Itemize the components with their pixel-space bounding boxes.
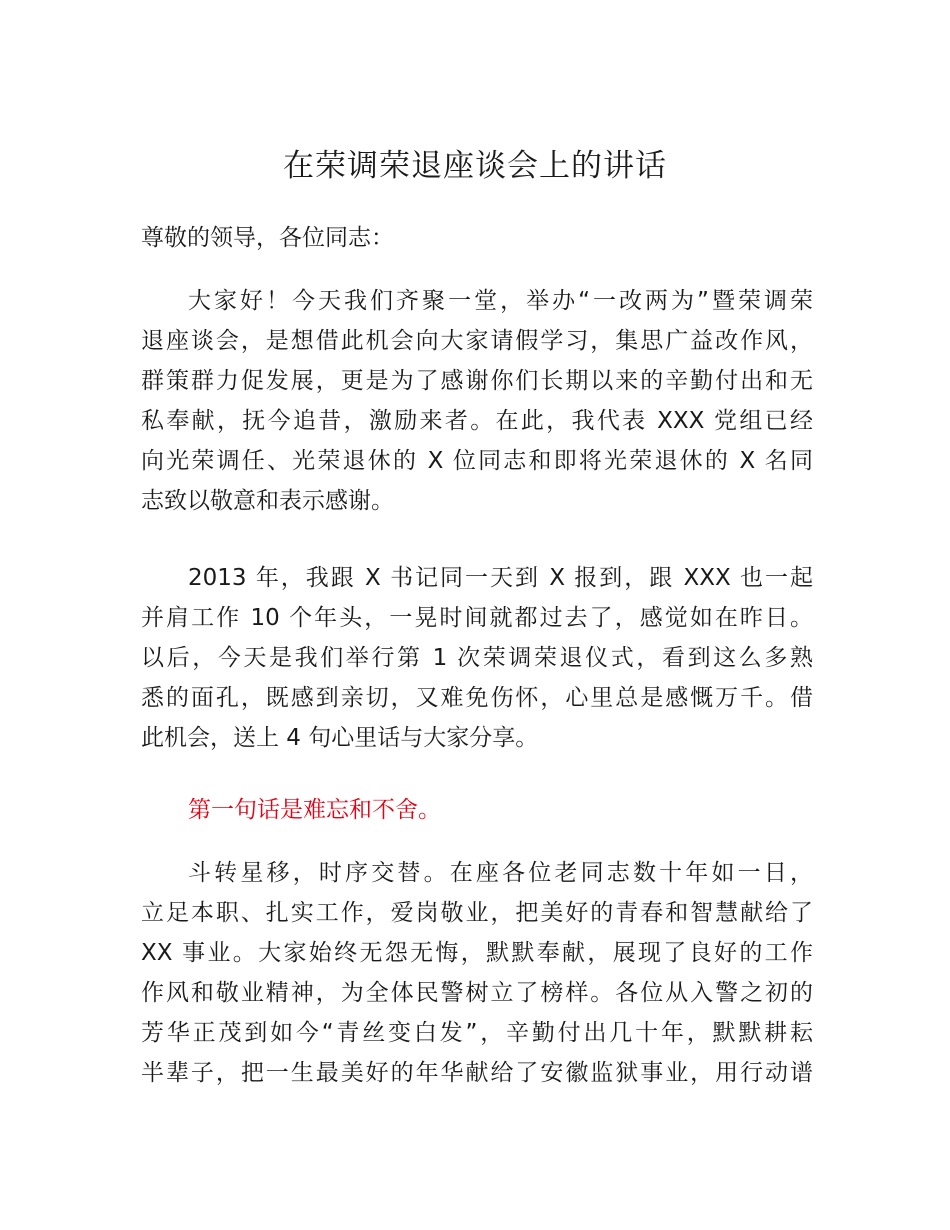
paragraph-line: 斗转星移，时序交替。在座各位老同志数十年如一日， bbox=[188, 860, 813, 886]
paragraph-line: 大家好！今天我们齐聚一堂，举办“一改两为”暨荣调荣 bbox=[188, 288, 813, 314]
document-title: 在荣调荣退座谈会上的讲话 bbox=[283, 148, 667, 184]
paragraph-line: 私奉献，抚今追昔，激励来者。在此，我代表 XXX 党组已经 bbox=[141, 408, 813, 434]
paragraph-line: 立足本职、扎实工作，爱岗敬业，把美好的青春和智慧献给了 bbox=[141, 900, 813, 926]
paragraph-line: 此机会，送上 4 句心里话与大家分享。 bbox=[141, 725, 539, 751]
paragraph-line: 作风和敬业精神，为全体民警树立了榜样。各位从入警之初的 bbox=[141, 980, 813, 1006]
paragraph-line: 芳华正茂到如今“青丝变白发”，辛勤付出几十年，默默耕耘 bbox=[141, 1020, 813, 1046]
paragraph-line: 向光荣调任、光荣退休的 X 位同志和即将光荣退休的 X 名同 bbox=[141, 448, 813, 474]
paragraph-line: 群策群力促发展，更是为了感谢你们长期以来的辛勤付出和无 bbox=[141, 368, 813, 394]
paragraph-line: 以后，今天是我们举行第 1 次荣调荣退仪式，看到这么多熟 bbox=[141, 645, 813, 671]
paragraph-line: 2013 年，我跟 X 书记同一天到 X 报到，跟 XXX 也一起 bbox=[188, 565, 813, 591]
paragraph-line: 志致以敬意和表示感谢。 bbox=[141, 488, 394, 514]
salutation: 尊敬的领导，各位同志： bbox=[141, 225, 394, 251]
paragraph-line: 退座谈会，是想借此机会向大家请假学习，集思广益改作风， bbox=[141, 328, 813, 354]
paragraph-line: 并肩工作 10 个年头，一晃时间就都过去了，感觉如在昨日。 bbox=[141, 605, 813, 631]
paragraph-line: XX 事业。大家始终无怨无悔，默默奉献，展现了良好的工作 bbox=[141, 940, 813, 966]
paragraph-opening bbox=[141, 281, 813, 521]
paragraph-section-one bbox=[141, 853, 813, 1093]
paragraph-line: 悉的面孔，既感到亲切，又难免伤怀，心里总是感慨万千。借 bbox=[141, 685, 813, 711]
paragraph-line: 半辈子，把一生最美好的年华献给了安徽监狱事业，用行动谱 bbox=[141, 1060, 813, 1086]
section-heading: 第一句话是难忘和不舍。 bbox=[188, 797, 441, 823]
paragraph-memories bbox=[141, 558, 813, 758]
